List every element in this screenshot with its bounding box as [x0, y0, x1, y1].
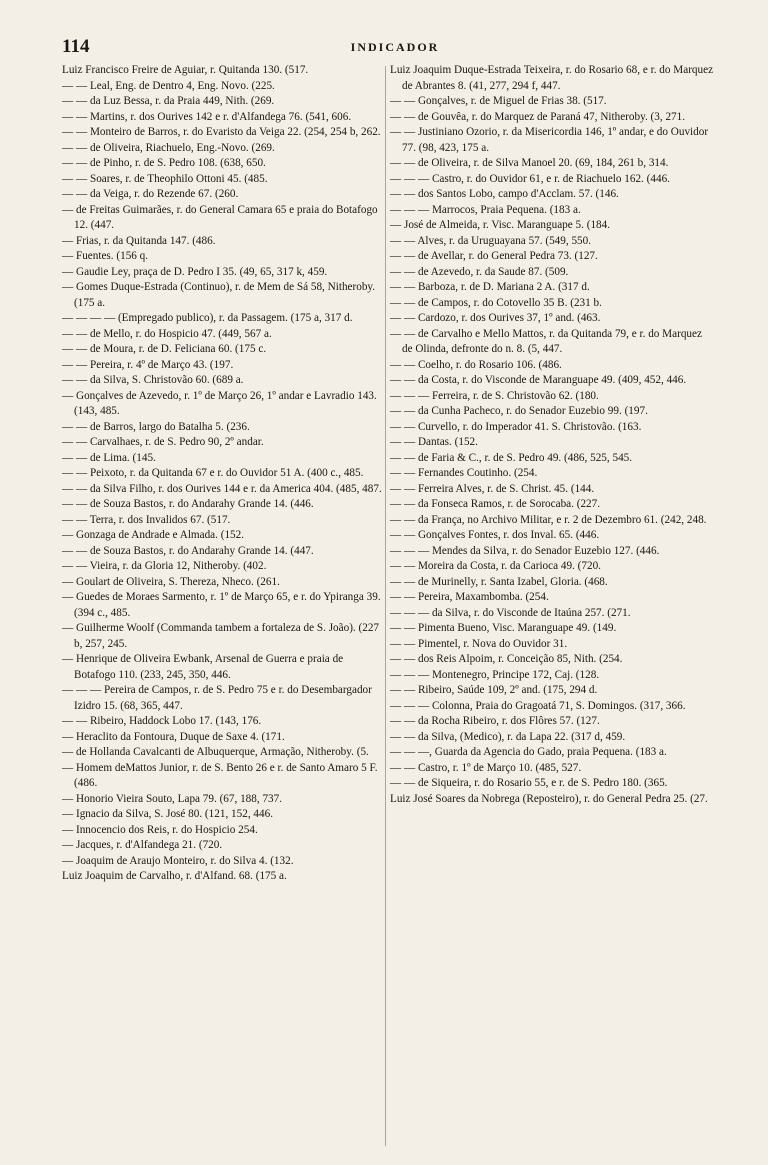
- directory-entry: — — Carvalhaes, r. de S. Pedro 90, 2º andar.: [62, 436, 264, 448]
- directory-entry: — — de Pinho, r. de S. Pedro 108. (638, 650.: [62, 157, 266, 169]
- directory-entry: — — de Murinelly, r. Santa Izabel, Gloria. (468.: [390, 575, 608, 588]
- directory-entry: — — Coelho, r. do Rosario 106. (486.: [390, 358, 562, 371]
- directory-entry: — — de Souza Bastos, r. do Andarahy Grande 14. (446.: [62, 498, 314, 510]
- directory-entry: — — de Gouvêa, r. do Marquez de Paraná 47, Nitheroby. (3, 271.: [390, 110, 686, 123]
- directory-entry: — Guilherme Woolf (Commanda tambem a fortaleza de S. João). (227 b, 257, 245.: [62, 622, 380, 650]
- directory-entry: — Guedes de Moraes Sarmento, r. 1º de Março 65, e r. do Ypiranga 39. (394 c., 485.: [62, 591, 381, 619]
- directory-entry: — — Pereira, r. 4º de Março 43. (197.: [62, 358, 234, 371]
- directory-entry: — — —, Guarda da Agencia do Gado, praia Pequena. (183 a.: [390, 746, 667, 758]
- directory-entry: — Gomes Duque-Estrada (Continuo), r. de Mem de Sá 58, Nitheroby. (175 a.: [62, 281, 376, 309]
- directory-entry: — — de Lima. (145.: [62, 451, 156, 464]
- column-divider: [385, 66, 386, 1146]
- directory-entry: — — da Veiga, r. do Rezende 67. (260.: [62, 188, 239, 200]
- directory-entry: — — de Azevedo, r. da Saude 87. (509.: [390, 265, 569, 278]
- directory-entry: — — Alves, r. da Uruguayana 57. (549, 550.: [390, 234, 592, 247]
- directory-entry: — — de Campos, r. do Cotovello 35 B. (231 b.: [390, 296, 602, 309]
- directory-entry: — — de Souza Bastos, r. do Andarahy Grande 14. (447.: [62, 544, 314, 557]
- directory-entry: Luiz Francisco Freire de Aguiar, r. Quitanda 130. (517.: [62, 64, 309, 76]
- directory-entry: — de Freitas Guimarães, r. do General Camara 65 e praia do Botafogo 12. (447.: [62, 203, 378, 231]
- directory-entry: — Innocencio dos Reis, r. do Hospicio 254.: [62, 823, 258, 836]
- directory-entry: — — Leal, Eng. de Dentro 4, Eng. Novo. (225.: [62, 79, 275, 92]
- running-title: INDICADOR: [350, 40, 440, 54]
- directory-entry: — — Ferreira Alves, r. de S. Christ. 45. (144.: [390, 482, 595, 495]
- directory-entry: — Jacques, r. d'Alfandega 21. (720.: [62, 839, 223, 851]
- directory-entry: — — — Pereira de Campos, r. de S. Pedro 75 e r. do Desembargador Izidro 15. (68, 365, 447.: [62, 684, 372, 712]
- directory-entry: — Fuentes. (156 q.: [62, 250, 149, 262]
- directory-entry: Luiz José Soares da Nobrega (Reposteiro), r. do General Pedra 25. (27.: [390, 792, 708, 805]
- directory-entry: — — dos Reis Alpoim, r. Conceição 85, Nith. (254.: [390, 653, 623, 665]
- directory-entry: — — de Moura, r. de D. Feliciana 60. (175 c.: [62, 343, 267, 355]
- directory-entry: — Homem deMattos Junior, r. de S. Bento 26 e r. de Santo Amaro 5 F. (486.: [62, 761, 378, 789]
- directory-entry: — — Dantas. (152.: [390, 436, 478, 448]
- directory-entry: — — de Siqueira, r. do Rosario 55, e r. de S. Pedro 180. (365.: [390, 777, 668, 789]
- directory-entry: — — de Faria & C., r. de S. Pedro 49. (486, 525, 545.: [390, 451, 633, 464]
- directory-entry: — — Soares, r. de Theophilo Ottoni 45. (485.: [62, 172, 268, 185]
- directory-entry: — — Vieira, r. da Gloria 12, Nitheroby. (402.: [62, 560, 267, 572]
- directory-entry: — — Monteiro de Barros, r. do Evaristo da Veiga 22. (254, 254 b, 262.: [62, 126, 381, 138]
- directory-entry: — — Ribeiro, Haddock Lobo 17. (143, 176.: [62, 715, 262, 727]
- directory-entry: — — da Costa, r. do Visconde de Maranguape 49. (409, 452, 446.: [390, 374, 687, 386]
- directory-entry: — — — Ferreira, r. de S. Christovão 62. (180.: [390, 389, 599, 402]
- directory-entry: — — de Carvalho e Mello Mattos, r. da Quitanda 79, e r. do Marquez de Olinda, defronte do n. 8. (5, 447.: [390, 327, 702, 355]
- directory-entry: — — — da Silva, r. do Visconde de Itaúna 257. (271.: [390, 606, 631, 619]
- directory-entry: — — Fernandes Coutinho. (254.: [390, 467, 538, 479]
- directory-entry: — — de Barros, largo do Batalha 5. (236.: [62, 420, 250, 433]
- directory-entry: — — de Oliveira, r. de Silva Manoel 20. (69, 184, 261 b, 314.: [390, 157, 669, 169]
- page-header: [62, 36, 728, 60]
- page-number: 114: [62, 36, 90, 57]
- directory-entry: — Gonzaga de Andrade e Almada. (152.: [62, 529, 245, 541]
- directory-entry: — — Ribeiro, Saúde 109, 2º and. (175, 294 d.: [390, 684, 598, 696]
- directory-entry: — — Gonçalves, r. de Miguel de Frias 38. (517.: [390, 95, 607, 107]
- directory-entry: — de Hollanda Cavalcanti de Albuquerque, Armação, Nitheroby. (5.: [62, 746, 369, 758]
- directory-entry: — — Peixoto, r. da Quitanda 67 e r. do Ouvidor 51 A. (400 c., 485.: [62, 467, 364, 479]
- directory-entry: — Ignacio da Silva, S. José 80. (121, 152, 446.: [62, 808, 273, 820]
- directory-entry: — Honorio Vieira Souto, Lapa 79. (67, 188, 737.: [62, 792, 283, 805]
- right-column: [390, 63, 714, 807]
- directory-entry: — — Martins, r. dos Ourives 142 e r. d'Alfandega 76. (541, 606.: [62, 110, 352, 123]
- directory-entry: — — Pimenta Bueno, Visc. Maranguape 49. (149.: [390, 622, 617, 634]
- directory-entry: — Gonçalves de Azevedo, r. 1º de Março 26, 1º andar e Lavradio 143. (143, 485.: [62, 389, 377, 417]
- directory-entry: — — da Silva, S. Christovão 60. (689 a.: [62, 374, 244, 386]
- directory-entry: — — da França, no Archivo Militar, e r. 2 de Dezembro 61. (242, 248.: [390, 513, 707, 526]
- directory-entry: — — Terra, r. dos Invalidos 67. (517.: [62, 513, 231, 526]
- directory-entry: Luiz Joaquim de Carvalho, r. d'Alfand. 68. (175 a.: [62, 870, 287, 882]
- directory-entry: — — Pereira, Maxambomba. (254.: [390, 591, 549, 603]
- directory-entry: — Henrique de Oliveira Ewbank, Arsenal de Guerra e praia de Botafogo 110. (233, 245, 350, 446.: [62, 653, 344, 681]
- directory-entry: — — Moreira da Costa, r. da Carioca 49. (720.: [390, 560, 601, 572]
- directory-entry: — — da Silva Filho, r. dos Ourives 144 e r. da America 404. (485, 487.: [62, 482, 382, 495]
- directory-entry: — — Pimentel, r. Nova do Ouvidor 31.: [390, 637, 568, 650]
- directory-entry: — — da Fonseca Ramos, r. de Sorocaba. (227.: [390, 498, 601, 510]
- directory-entry: — — Gonçalves Fontes, r. dos Inval. 65. (446.: [390, 529, 600, 541]
- directory-entry: — — Barboza, r. de D. Mariana 2 A. (317 d.: [390, 281, 590, 293]
- directory-entry: — — — Colonna, Praia do Gragoatá 71, S. Domingos. (317, 366.: [390, 699, 686, 712]
- directory-entry: — — — Montenegro, Principe 172, Caj. (128.: [390, 668, 600, 681]
- left-column: [62, 63, 382, 885]
- directory-entry: — — Cardozo, r. dos Ourives 37, 1º and. (463.: [390, 312, 601, 324]
- directory-entry: — — da Cunha Pacheco, r. do Senador Euzebio 99. (197.: [390, 405, 648, 417]
- directory-entry: — — de Mello, r. do Hospicio 47. (449, 567 a.: [62, 327, 272, 340]
- directory-entry: — — da Rocha Ribeiro, r. dos Flôres 57. (127.: [390, 715, 600, 727]
- directory-entry: — Frias, r. da Quitanda 147. (486.: [62, 234, 216, 247]
- directory-entry: — Gaudie Ley, praça de D. Pedro I 35. (49, 65, 317 k, 459.: [62, 265, 328, 278]
- directory-entry: — — de Oliveira, Riachuelo, Eng.-Novo. (269.: [62, 141, 275, 154]
- directory-entry: — — — Mendes da Silva, r. do Senador Euzebio 127. (446.: [390, 544, 660, 557]
- directory-entry: — José de Almeida, r. Visc. Maranguape 5. (184.: [390, 219, 611, 231]
- directory-entry: — — — Marrocos, Praia Pequena. (183 a.: [390, 203, 581, 216]
- directory-entry: Luiz Joaquim Duque-Estrada Teixeira, r. do Rosario 68, e r. do Marquez de Abrantes 8. (41, 277, 294 f, 447.: [390, 64, 714, 92]
- directory-entry: — Goulart de Oliveira, S. Thereza, Nheco. (261.: [62, 575, 280, 588]
- directory-entry: — — Justiniano Ozorio, r. da Misericordia 146, 1º andar, e do Ouvidor 77. (98, 423, 175 a.: [390, 126, 709, 154]
- directory-entry: — — de Avellar, r. do General Pedra 73. (127.: [390, 250, 598, 262]
- directory-entry: — Joaquim de Araujo Monteiro, r. do Silva 4. (132.: [62, 854, 294, 867]
- directory-entry: — — — — (Empregado publico), r. da Passagem. (175 a, 317 d.: [62, 312, 353, 324]
- directory-entry: — — — Castro, r. do Ouvidor 61, e r. de Riachuelo 162. (446.: [390, 172, 670, 185]
- directory-entry: — — Castro, r. 1º de Março 10. (485, 527.: [390, 761, 582, 774]
- directory-entry: — — dos Santos Lobo, campo d'Acclam. 57. (146.: [390, 188, 619, 200]
- directory-entry: — — Curvello, r. do Imperador 41. S. Christovão. (163.: [390, 420, 642, 433]
- directory-entry: — — da Luz Bessa, r. da Praia 449, Nith. (269.: [62, 95, 275, 107]
- directory-entry: — — da Silva, (Medico), r. da Lapa 22. (317 d, 459.: [390, 730, 626, 743]
- directory-entry: — Heraclito da Fontoura, Duque de Saxe 4. (171.: [62, 730, 285, 743]
